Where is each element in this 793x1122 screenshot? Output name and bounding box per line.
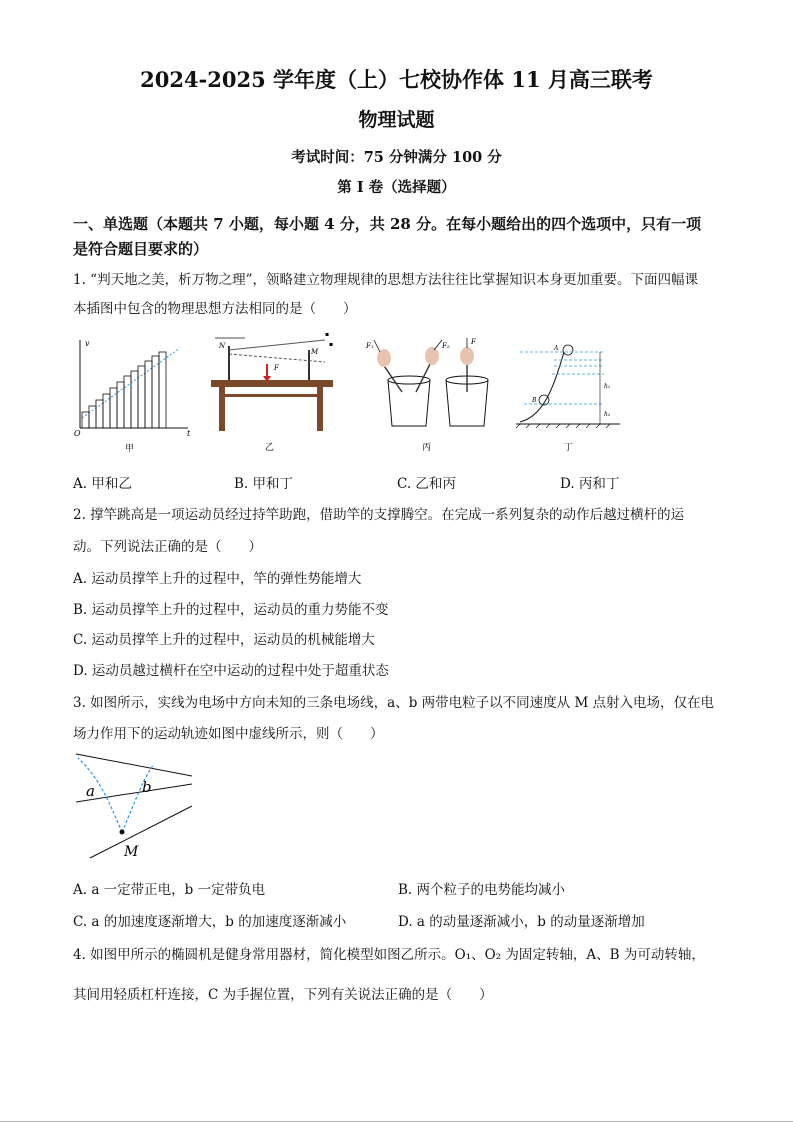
svg-text:F₂: F₂ xyxy=(442,342,450,350)
svg-text:F: F xyxy=(471,338,476,346)
q2-stem-line1: 2. 撑竿跳高是一项运动员经过持竿助跑，借助竿的支撑腾空。在完成一系列复杂的动作后越过横杆的运 xyxy=(73,507,685,523)
svg-text:A: A xyxy=(554,345,559,352)
svg-text:F: F xyxy=(274,364,279,372)
section-heading-line1: 一、单选题（本题共 7 小题，每小题 4 分，共 28 分。在每小题给出的四个选项中，只有一项 xyxy=(73,215,702,233)
svg-text:h₁: h₁ xyxy=(604,383,611,390)
svg-text:v: v xyxy=(85,339,90,348)
svg-text:h₂: h₂ xyxy=(604,411,611,418)
subject-title: 物理试题 xyxy=(358,109,435,131)
q2-option-a[interactable]: A. 运动员撑竿上升的过程中，竿的弹性势能增大 xyxy=(73,571,362,587)
q3-field-figure xyxy=(72,750,197,862)
q4-stem-line1: 4. 如图甲所示的椭圆机是健身常用器材，简化模型如图乙所示。O₁、O₂ 为固定转轴，A、B 为可动转轴， xyxy=(73,947,705,963)
q3-stem-line1: 3. 如图所示，实线为电场中方向未知的三条电场线，a、b 两带电粒子以不同速度从 M 点射入电场，仅在电 xyxy=(73,695,715,711)
q3-option-a[interactable]: A. a 一定带正电，b 一定带负电 xyxy=(73,882,266,898)
q2-option-d[interactable]: D. 运动员越过横杆在空中运动的过程中处于超重状态 xyxy=(73,663,389,679)
svg-text:M: M xyxy=(311,348,319,356)
q1-option-b[interactable]: B. 甲和丁 xyxy=(234,476,294,492)
section-heading-line2: 是符合题目要求的） xyxy=(73,240,209,258)
q3-stem-line2: 场力作用下的运动轨迹如图中虚线所示，则（ ） xyxy=(73,726,384,742)
q3-label-b: b xyxy=(142,778,152,796)
q2-option-c[interactable]: C. 运动员撑竿上升的过程中，运动员的机械能增大 xyxy=(73,632,375,648)
q1-figure-yi xyxy=(205,324,340,456)
exam-info: 考试时间：75 分钟满分 100 分 xyxy=(291,149,502,166)
svg-text:▪: ▪ xyxy=(329,341,334,348)
q1-fig-jia-label: 甲 xyxy=(125,444,135,454)
svg-text:N: N xyxy=(219,342,226,350)
q2-option-b[interactable]: B. 运动员撑竿上升的过程中，运动员的重力势能不变 xyxy=(73,602,389,618)
exam-title: 2024-2025 学年度（上）七校协作体 11 月高三联考 xyxy=(140,67,653,92)
q1-figure-ding xyxy=(514,336,629,456)
q2-stem-line2: 动。下列说法正确的是（ ） xyxy=(73,539,262,555)
q1-figure-jia xyxy=(70,336,195,456)
svg-text:F₁: F₁ xyxy=(366,342,374,350)
q1-stem-line1: 1. “判天地之美，析万物之理”，领略建立物理规律的思想方法往往比掌握知识本身更加重要。下面四幅课 xyxy=(73,272,698,288)
q1-fig-ding-label: 丁 xyxy=(564,443,574,453)
q3-label-m: M xyxy=(124,844,139,860)
q4-stem-line2: 其间用轻质杠杆连接，C 为手握位置，下列有关说法正确的是（ ） xyxy=(73,987,493,1003)
q1-stem-line2: 本插图中包含的物理思想方法相同的是（ ） xyxy=(73,301,357,317)
q1-fig-yi-label: 乙 xyxy=(265,443,275,453)
volume-title: 第 I 卷（选择题） xyxy=(337,179,456,196)
q1-option-a[interactable]: A. 甲和乙 xyxy=(73,476,132,492)
svg-text:t: t xyxy=(187,429,191,438)
q1-option-c[interactable]: C. 乙和丙 xyxy=(397,476,456,492)
q1-fig-bing-label: 丙 xyxy=(422,443,432,453)
q3-option-d[interactable]: D. a 的动量逐渐减小，b 的动量逐渐增加 xyxy=(398,914,645,930)
q3-option-b[interactable]: B. 两个粒子的电势能均减小 xyxy=(398,882,566,898)
svg-text:▪: ▪ xyxy=(325,331,330,338)
q1-figure-bing xyxy=(362,334,492,456)
q3-option-c[interactable]: C. a 的加速度逐渐增大，b 的加速度逐渐减小 xyxy=(73,914,347,930)
q3-label-a: a xyxy=(86,782,95,800)
svg-text:B: B xyxy=(532,397,537,404)
svg-text:O: O xyxy=(74,429,81,438)
q1-option-d[interactable]: D. 丙和丁 xyxy=(560,476,620,492)
